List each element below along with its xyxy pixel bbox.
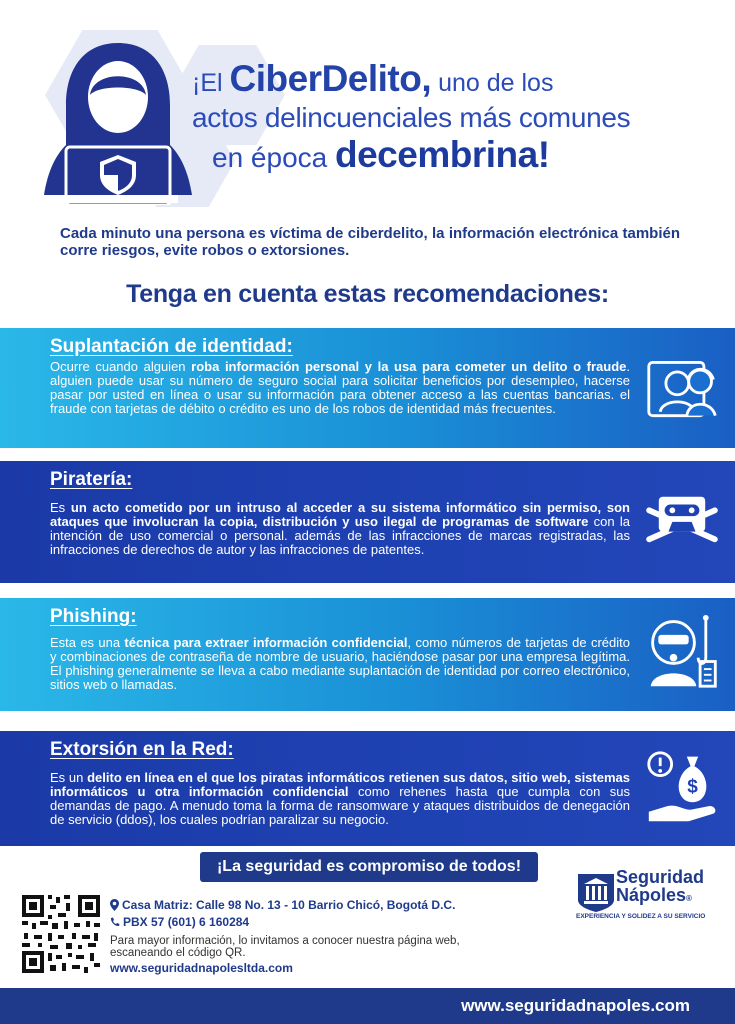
section-online-extortion bbox=[0, 731, 735, 846]
body-strong: delito en línea en el que los piratas informáticos retienen sus datos, sitio web, sistemas informáticos u otra información confidencial bbox=[50, 770, 630, 799]
identity-theft-icon bbox=[645, 356, 721, 424]
body-text: Es un bbox=[50, 770, 88, 785]
registered-mark: ® bbox=[686, 894, 692, 903]
section-title: Piratería: bbox=[50, 469, 133, 490]
logo-emblem-icon bbox=[574, 870, 618, 912]
bottom-bar bbox=[0, 988, 735, 1024]
section-identity-theft bbox=[0, 328, 735, 448]
phone-icon bbox=[110, 917, 120, 927]
more-info-text: Para mayor información, lo invitamos a conocer nuestra página web, escaneando el código QR. bbox=[110, 935, 460, 959]
headline-rest: uno de los bbox=[431, 69, 554, 97]
body-text: con la intención de uso comercial o personal. además de las infracciones de marcas registradas, las infracciones de derechos de autor y las infracciones de patentes. bbox=[50, 514, 630, 557]
body-text: Es bbox=[50, 500, 71, 515]
svg-text:$: $ bbox=[687, 776, 698, 798]
body-text: Ocurre cuando alguien bbox=[50, 359, 192, 374]
logo-name bbox=[616, 868, 704, 908]
body-text: como rehenes hasta que cumpla con sus demandas de pago. A menudo toma la forma de ransomware y ataques distribuidos de denegación de servicio (ddos), los cuales podrían paralizar su negocio. bbox=[50, 784, 631, 827]
website-link[interactable]: www.seguridadnapoles.com bbox=[461, 996, 690, 1015]
body-text: . alguien puede usar su número de seguro social para solicitar beneficios por desempleo, hacerse pasar por usted en línea o usar su información para obtener acceso a las cuentas bancarias. el fraude con tarjetas de débito o crédito es uno de los robos de identidad más frecuentes. bbox=[50, 359, 630, 416]
section-body bbox=[50, 501, 630, 557]
phone-row bbox=[110, 915, 470, 929]
body-text: , como números de tarjetas de crédito y combinaciones de contraseña de nombre de usuario, haciéndose pasar por una empresa legítima. El phishing generalmente se lleva a cabo mediante suplantación de identidad por correo electrónico, sitios web o llamadas. bbox=[50, 635, 630, 692]
section-piracy bbox=[0, 461, 735, 583]
headline-line-1 bbox=[192, 58, 712, 100]
section-body bbox=[50, 771, 630, 827]
phishing-hook-icon bbox=[645, 614, 721, 690]
hooded-hacker-icon bbox=[38, 35, 198, 205]
recommendations-title: Tenga en cuenta estas recomendaciones: bbox=[126, 280, 609, 308]
qr-code-icon[interactable] bbox=[20, 893, 102, 975]
location-pin-icon bbox=[110, 899, 119, 911]
slogan-banner: ¡La seguridad es compromiso de todos! bbox=[200, 852, 538, 882]
section-title: Suplantación de identidad: bbox=[50, 336, 293, 357]
body-strong: roba información personal y la usa para cometer un delito o fraude bbox=[191, 359, 627, 374]
phone-text: PBX 57 (601) 6 160284 bbox=[123, 915, 250, 929]
headline-line-3 bbox=[212, 134, 712, 176]
headline-prefix: ¡El bbox=[192, 69, 230, 97]
intro-text: Cada minuto una persona es víctima de ciberdelito, la información electrónica también corre riesgos, evite robos o extorsiones. bbox=[60, 225, 680, 259]
body-strong: un acto cometido por un intruso al acceder a su sistema informático sin permiso, son ataques que involucran la copia, distribución y uso ilegal de programas de software bbox=[50, 500, 630, 529]
headline-line3-strong: decembrina! bbox=[335, 134, 550, 175]
headline-strong: CiberDelito, bbox=[229, 58, 432, 99]
piracy-cassette-icon bbox=[643, 491, 721, 549]
logo-tagline: EXPERIENCIA Y SOLIDEZ A SU SERVICIO bbox=[576, 913, 706, 920]
section-title: Extorsión en la Red: bbox=[50, 739, 234, 760]
body-text: Esta es una bbox=[50, 635, 125, 650]
headline-line3-prefix: en época bbox=[212, 142, 335, 173]
contact-info bbox=[110, 898, 470, 975]
logo-line-2: Nápoles bbox=[616, 885, 687, 905]
money-bag-icon bbox=[645, 749, 721, 825]
company-logo bbox=[568, 868, 718, 928]
logo-line-1: Seguridad bbox=[616, 867, 705, 887]
headline-line-2: actos delincuenciales más comunes bbox=[192, 102, 631, 133]
section-phishing bbox=[0, 598, 735, 711]
body-strong: técnica para extraer información confidencial bbox=[124, 635, 408, 650]
address-text: Casa Matriz: Calle 98 No. 13 - 10 Barrio Chicó, Bogotá D.C. bbox=[122, 898, 456, 912]
section-body bbox=[50, 360, 630, 416]
website-link-small[interactable]: www.seguridadnapolesltda.com bbox=[110, 961, 293, 975]
section-body bbox=[50, 636, 630, 692]
address-row bbox=[110, 898, 470, 912]
section-title: Phishing: bbox=[50, 606, 137, 627]
headline bbox=[192, 58, 712, 176]
